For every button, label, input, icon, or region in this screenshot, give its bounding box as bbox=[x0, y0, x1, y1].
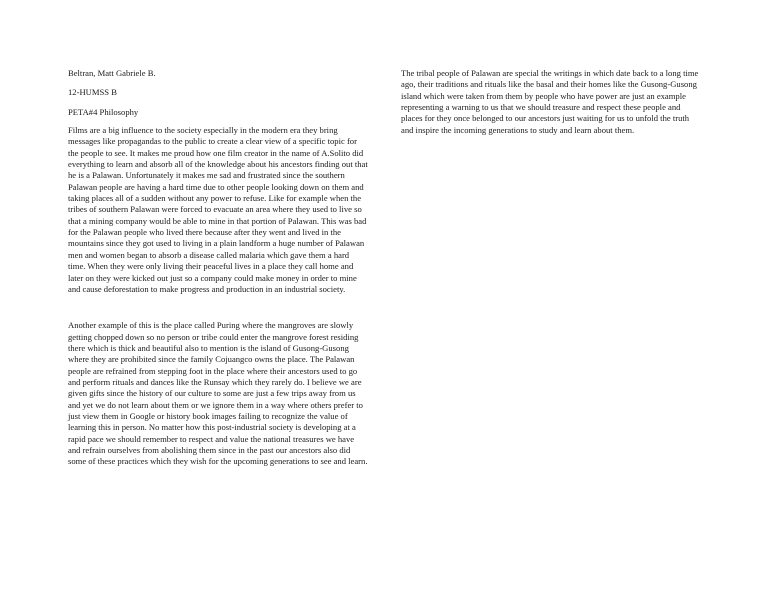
assignment-title: PETA#4 Philosophy bbox=[68, 106, 139, 117]
right-column bbox=[401, 68, 701, 136]
paragraph-2: Another example of this is the place called Puring where the mangroves are slowly getting chopped down so no person or tribe could enter the mangrove forest residing there which is thick and beautiful also to mention is the island of Gusong-Gusong where they are prohibited since the family Cojuangco owns the place. The Palawan people are refrained from stepping foot in the place where their ancestors used to go and perform rituals and dances like the Runsay which they rarely do. I believe we are given gifts since the history of our culture to some are just a few trips away from us and yet we do not learn about them or we ignore them in a way where others prefer to just view them in Google or history book images failing to recognize the value of learning this in person. No matter how this post-industrial society is developing at a rapid pace we should remember to respect and value the national treasures we have and refrain ourselves from abolishing them since in the past our ancestors also did some of these practices which they wish for the upcoming generations to see and learn. bbox=[68, 320, 368, 467]
author-name: Beltran, Matt Gabriele B. bbox=[68, 68, 156, 78]
left-column bbox=[68, 68, 368, 468]
paragraph-3: The tribal people of Palawan are special the writings in which date back to a long time ago, their traditions and rituals like the basal and their homes like the Gusong-Gusong island which were taken from them by people who have power are just an example representing a warning to us that we should treasure and respect these people and places for they once belonged to our ancestors just waiting for us to unfold the truth and inspire the incoming generations to study and learn about them. bbox=[401, 68, 699, 135]
paragraph-1: Films are a big influence to the society especially in the modern era they bring messages like propagandas to the public to create a clear view of a specific topic for the people to see. It makes me proud how one film creator in the name of A.Solito did everything to learn and absorb all of the knowledge about his ancestors finding out that he is a Palawan. Unfortunately it makes me sad and frustrated since the southern Palawan people are having a hard time due to other people looking down on them and taking places all of a sudden without any power to refuse. Like for example when the tribes of southern Palawan were forced to evacuate an area where they used to live so that a mining company would be able to mine in that portion of Palawan. This was bad for the Palawan people who lived there because after they went and lived in the mountains since they got used to living in a plain landform a huge number of Palawan men and women began to absorb a disease called malaria which gave them a hard time. When they were only living their peaceful lives in a place they call home and later on they were kicked out just so a company could make money in order to mine and cause deforestation to make progress and production in an industrial society. bbox=[68, 125, 368, 294]
class-section: 12-HUMSS B bbox=[68, 87, 117, 98]
